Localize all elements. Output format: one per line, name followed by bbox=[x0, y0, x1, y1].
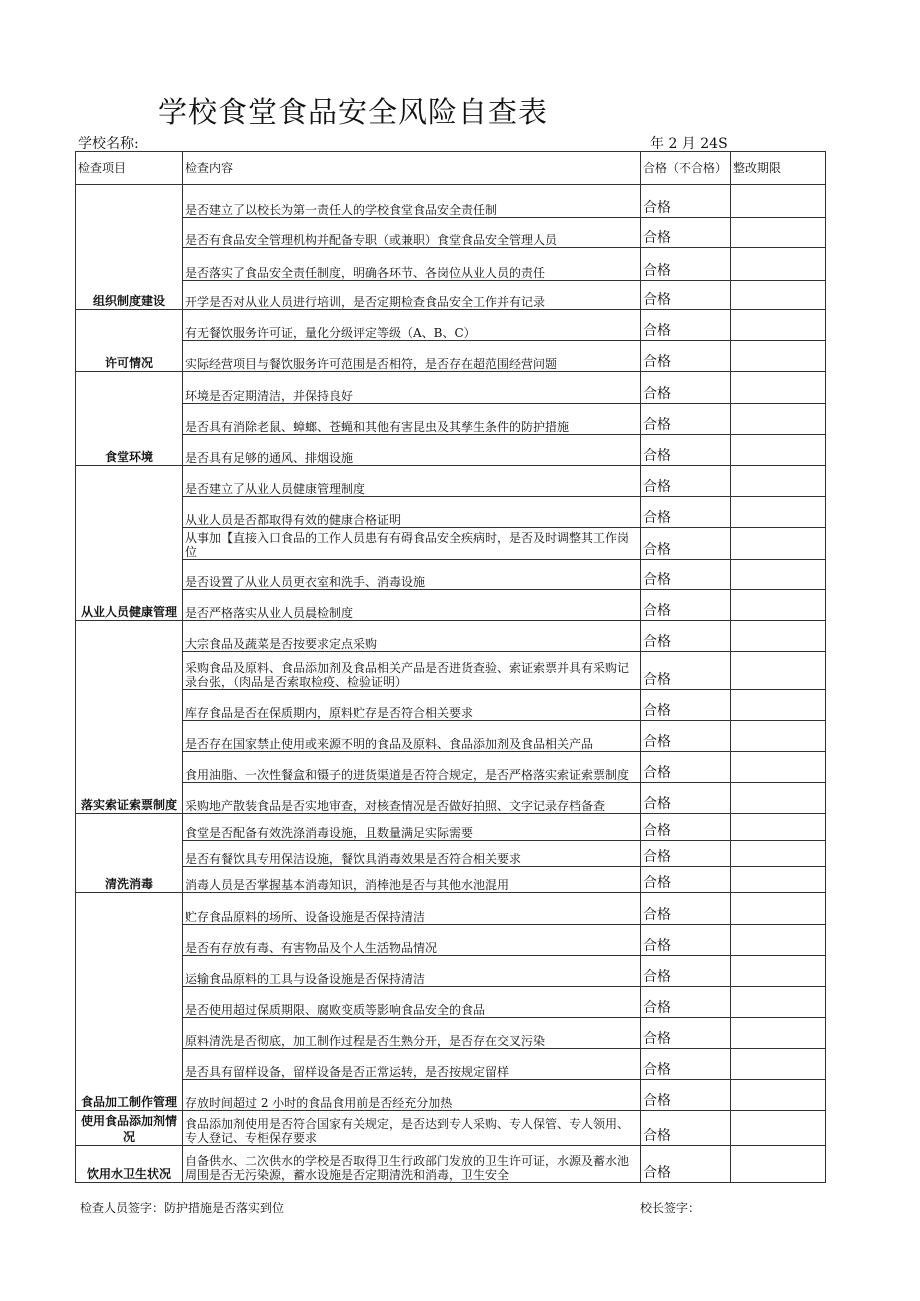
rectification-period-cell bbox=[731, 497, 826, 528]
page-title: 学校食堂食品安全风险自查表 bbox=[158, 95, 549, 129]
result-cell: 合格 bbox=[641, 1111, 731, 1146]
result-cell: 合格 bbox=[641, 652, 731, 690]
rectification-period-cell bbox=[731, 814, 826, 841]
category-cell: 组织制度建设 bbox=[76, 185, 183, 310]
result-cell: 合格 bbox=[641, 1146, 731, 1183]
check-content-cell: 消毒人员是否掌握基本消毒知识，消棒池是否与其他水池混用 bbox=[183, 867, 641, 893]
table-row bbox=[76, 956, 826, 987]
rectification-period-cell bbox=[731, 1049, 826, 1080]
table-row bbox=[76, 814, 826, 841]
rectification-period-cell bbox=[731, 1080, 826, 1111]
result-cell: 合格 bbox=[641, 925, 731, 956]
check-content-cell: 食堂是否配备有效洗涤消毒设施，且数量满足实际需要 bbox=[183, 814, 641, 841]
table-row bbox=[76, 1018, 826, 1049]
result-cell: 合格 bbox=[641, 752, 731, 783]
check-content-cell: 食用油脂、一次性餐盒和镊子的进货渠道是否符合规定，是否严格落实索证索票制度 bbox=[183, 752, 641, 783]
check-content-cell: 贮存食品原料的场所、设备设施是否保持清洁 bbox=[183, 893, 641, 925]
result-cell: 合格 bbox=[641, 404, 731, 435]
result-cell: 合格 bbox=[641, 867, 731, 893]
result-cell: 合格 bbox=[641, 528, 731, 560]
table-row bbox=[76, 1049, 826, 1080]
rectification-period-cell bbox=[731, 281, 826, 310]
check-content-cell: 开学是否对从业人员进行培训，是否定期检查食品安全工作并有记录 bbox=[183, 281, 641, 310]
result-cell: 合格 bbox=[641, 721, 731, 752]
table-row bbox=[76, 341, 826, 372]
check-content-cell: 有无餐饮服务许可证，量化分级评定等级（A、B、C） bbox=[183, 310, 641, 341]
category-cell: 许可情况 bbox=[76, 310, 183, 372]
table-row bbox=[76, 652, 826, 690]
result-cell: 合格 bbox=[641, 310, 731, 341]
column-header-content: 检查内容 bbox=[183, 152, 641, 185]
category-cell: 使用食品添加剂情况 bbox=[76, 1111, 183, 1146]
result-cell: 合格 bbox=[641, 893, 731, 925]
table-row bbox=[76, 841, 826, 867]
category-cell: 落实索证索票制度 bbox=[76, 621, 183, 814]
rectification-period-cell bbox=[731, 867, 826, 893]
inspector-signature: 检查人员签字：防护措施是否落实到位 bbox=[80, 1201, 285, 1215]
table-row bbox=[76, 925, 826, 956]
rectification-period-cell bbox=[731, 783, 826, 814]
table-row bbox=[76, 1146, 826, 1183]
rectification-period-cell bbox=[731, 690, 826, 721]
check-content-cell: 实际经营项目与餐饮服务许可范围是否相符，是否存在超范围经营问题 bbox=[183, 341, 641, 372]
table-row bbox=[76, 466, 826, 497]
rectification-period-cell bbox=[731, 560, 826, 590]
check-content-cell: 从事加【直接入口食品的工作人员患有有碍食品安全疾病时，是否及时调整其工作岗位 bbox=[183, 528, 641, 560]
check-content-cell: 采购食品及原料、食品添加剂及食品相关产品是否进货查验、索证索票并具有采购记录台张，（肉品是否索取检疫、检验证明） bbox=[183, 652, 641, 690]
result-cell: 合格 bbox=[641, 1080, 731, 1111]
result-cell: 合格 bbox=[641, 841, 731, 867]
result-cell: 合格 bbox=[641, 987, 731, 1018]
table-header-row bbox=[76, 152, 826, 185]
check-content-cell: 是否落实了食品安全责任制度，明确各环节、各岗位从业人员的责任 bbox=[183, 248, 641, 281]
rectification-period-cell bbox=[731, 652, 826, 690]
result-cell: 合格 bbox=[641, 621, 731, 652]
result-cell: 合格 bbox=[641, 956, 731, 987]
rectification-period-cell bbox=[731, 925, 826, 956]
check-content-cell: 从业人员是否都取得有效的健康合格证明 bbox=[183, 497, 641, 528]
check-content-cell: 采购地产散装食品是否实地审查，对核查情况是否做好拍照、文字记录存档备查 bbox=[183, 783, 641, 814]
date-label: 年 2 月 24S bbox=[650, 136, 728, 152]
rectification-period-cell bbox=[731, 372, 826, 404]
rectification-period-cell bbox=[731, 893, 826, 925]
rectification-period-cell bbox=[731, 1018, 826, 1049]
rectification-period-cell bbox=[731, 435, 826, 466]
check-content-cell: 是否建立了从业人员健康管理制度 bbox=[183, 466, 641, 497]
table-row bbox=[76, 690, 826, 721]
result-cell: 合格 bbox=[641, 497, 731, 528]
check-content-cell: 自备供水、二次供水的学校是否取得卫生行政部门发放的卫生许可证，水源及蓄水池周围是否无污染源，蓄水设施是否定期清洗和消毒，卫生安全 bbox=[183, 1146, 641, 1183]
check-content-cell: 原料清洗是否彻底，加工制作过程是否生熟分开，是否存在交叉污染 bbox=[183, 1018, 641, 1049]
check-content-cell: 是否存在国家禁止使用或来源不明的食品及原料、食品添加剂及食品相关产品 bbox=[183, 721, 641, 752]
result-cell: 合格 bbox=[641, 590, 731, 621]
result-cell: 合格 bbox=[641, 341, 731, 372]
table-row bbox=[76, 867, 826, 893]
inspection-table-body bbox=[76, 185, 826, 1183]
result-cell: 合格 bbox=[641, 1049, 731, 1080]
inspection-table bbox=[75, 151, 826, 1183]
rectification-period-cell bbox=[731, 721, 826, 752]
table-row bbox=[76, 621, 826, 652]
check-content-cell: 库存食品是否在保质期内，原料贮存是否符合相关要求 bbox=[183, 690, 641, 721]
table-row bbox=[76, 528, 826, 560]
rectification-period-cell bbox=[731, 404, 826, 435]
rectification-period-cell bbox=[731, 956, 826, 987]
category-cell: 食堂环境 bbox=[76, 372, 183, 466]
table-row bbox=[76, 185, 826, 218]
rectification-period-cell bbox=[731, 248, 826, 281]
check-content-cell: 是否设置了从业人员更衣室和洗手、消毒设施 bbox=[183, 560, 641, 590]
column-header-result: 合格（不合格） bbox=[641, 152, 731, 185]
table-row bbox=[76, 435, 826, 466]
check-content-cell: 是否建立了以校长为第一责任人的学校食堂食品安全责任制 bbox=[183, 185, 641, 218]
table-row bbox=[76, 404, 826, 435]
column-header-item: 检查项目 bbox=[76, 152, 183, 185]
table-row bbox=[76, 218, 826, 248]
result-cell: 合格 bbox=[641, 783, 731, 814]
rectification-period-cell bbox=[731, 341, 826, 372]
rectification-period-cell bbox=[731, 310, 826, 341]
category-cell: 从业人员健康管理 bbox=[76, 466, 183, 621]
rectification-period-cell bbox=[731, 528, 826, 560]
result-cell: 合格 bbox=[641, 814, 731, 841]
check-content-cell: 食品添加剂使用是否符合国家有关规定，是否达到专人采购、专人保管、专人领用、专人登记、专柜保存要求 bbox=[183, 1111, 641, 1146]
result-cell: 合格 bbox=[641, 690, 731, 721]
table-row bbox=[76, 560, 826, 590]
rectification-period-cell bbox=[731, 185, 826, 218]
check-content-cell: 是否有餐饮具专用保洁设施，餐饮具消毒效果是否符合相关要求 bbox=[183, 841, 641, 867]
rectification-period-cell bbox=[731, 621, 826, 652]
table-row bbox=[76, 590, 826, 621]
table-row bbox=[76, 893, 826, 925]
principal-signature: 校长签字： bbox=[640, 1201, 701, 1215]
result-cell: 合格 bbox=[641, 218, 731, 248]
check-content-cell: 是否具有留样设备，留样设备是否正常运转，是否按规定留样 bbox=[183, 1049, 641, 1080]
category-cell: 清洗消毒 bbox=[76, 814, 183, 893]
rectification-period-cell bbox=[731, 218, 826, 248]
rectification-period-cell bbox=[731, 1111, 826, 1146]
check-content-cell: 运输食品原料的工具与设备设施是否保持清洁 bbox=[183, 956, 641, 987]
check-content-cell: 是否有食品安全管理机构并配备专职（或兼职）食堂食品安全管理人员 bbox=[183, 218, 641, 248]
check-content-cell: 存放时间超过 2 小时的食品食用前是否经充分加热 bbox=[183, 1080, 641, 1111]
result-cell: 合格 bbox=[641, 372, 731, 404]
table-row bbox=[76, 1111, 826, 1146]
table-row bbox=[76, 281, 826, 310]
check-content-cell: 是否严格落实从业人员晨检制度 bbox=[183, 590, 641, 621]
table-row bbox=[76, 497, 826, 528]
check-content-cell: 环境是否定期清洁，并保持良好 bbox=[183, 372, 641, 404]
result-cell: 合格 bbox=[641, 1018, 731, 1049]
category-cell: 食品加工制作管理 bbox=[76, 893, 183, 1111]
rectification-period-cell bbox=[731, 466, 826, 497]
check-content-cell: 是否使用超过保质期限、腐败变质等影响食品安全的食品 bbox=[183, 987, 641, 1018]
column-header-period: 整改期限 bbox=[731, 152, 826, 185]
table-row bbox=[76, 1080, 826, 1111]
result-cell: 合格 bbox=[641, 248, 731, 281]
school-name-label: 学校名称: bbox=[78, 136, 139, 152]
check-content-cell: 是否有存放有毒、有害物品及个人生活物品情况 bbox=[183, 925, 641, 956]
category-cell: 饮用水卫生状况 bbox=[76, 1146, 183, 1183]
table-row bbox=[76, 310, 826, 341]
rectification-period-cell bbox=[731, 1146, 826, 1183]
table-row bbox=[76, 721, 826, 752]
check-content-cell: 是否具有足够的通风、排烟设施 bbox=[183, 435, 641, 466]
table-row bbox=[76, 752, 826, 783]
result-cell: 合格 bbox=[641, 185, 731, 218]
rectification-period-cell bbox=[731, 590, 826, 621]
rectification-period-cell bbox=[731, 987, 826, 1018]
table-row bbox=[76, 783, 826, 814]
result-cell: 合格 bbox=[641, 560, 731, 590]
check-content-cell: 大宗食品及蔬菜是否按要求定点采购 bbox=[183, 621, 641, 652]
result-cell: 合格 bbox=[641, 281, 731, 310]
check-content-cell: 是否具有消除老鼠、蟑螂、苍蝇和其他有害昆虫及其孳生条件的防护措施 bbox=[183, 404, 641, 435]
table-row bbox=[76, 987, 826, 1018]
table-row bbox=[76, 248, 826, 281]
result-cell: 合格 bbox=[641, 466, 731, 497]
rectification-period-cell bbox=[731, 752, 826, 783]
table-row bbox=[76, 372, 826, 404]
result-cell: 合格 bbox=[641, 435, 731, 466]
rectification-period-cell bbox=[731, 841, 826, 867]
